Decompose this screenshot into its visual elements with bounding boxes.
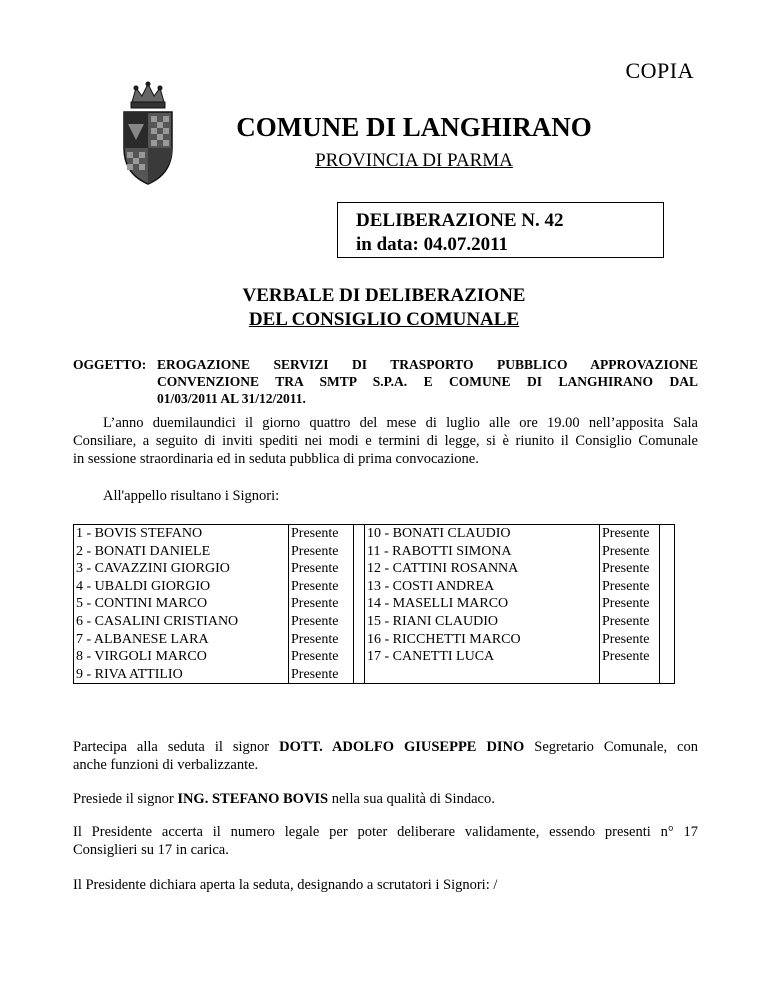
president-name: ING. STEFANO BOVIS <box>177 791 329 807</box>
member-status: Presente <box>291 631 339 647</box>
member-status: Presente <box>602 526 650 541</box>
member-status: Presente <box>602 561 650 577</box>
intro-line: L’anno duemilaundici il giorno quattro del mese di luglio alle ore 19.00 nell’apposita Sala <box>103 415 698 431</box>
intro-paragraph <box>73 414 698 468</box>
member-status: Presente <box>602 578 650 594</box>
minutes-heading-line1: VERBALE DI DELIBERAZIONE <box>242 285 526 306</box>
quorum-line: Consiglieri su 17 in carica. <box>73 842 229 858</box>
member-name: 5 - CONTINI MARCO <box>76 596 208 612</box>
member-name: 4 - UBALDI GIORGIO <box>76 578 211 594</box>
member-status: Presente <box>291 596 339 612</box>
spacer-cell <box>660 525 675 684</box>
secretary-text: anche funzioni di verbalizzante. <box>73 757 259 773</box>
member-name: 15 - RIANI CLAUDIO <box>367 613 499 629</box>
deliberation-box <box>337 202 664 258</box>
member-name: 3 - CAVAZZINI GIORGIO <box>76 561 230 577</box>
secretary-text: Partecipa alla seduta il signor <box>73 739 280 755</box>
secretary-paragraph <box>73 738 698 774</box>
member-name: 2 - BONATI DANIELE <box>76 543 211 559</box>
president-text: nella sua qualità di Sindaco. <box>328 791 495 807</box>
subject-block <box>73 356 698 407</box>
member-name: 7 - ALBANESE LARA <box>76 631 209 647</box>
member-status: Presente <box>291 578 339 594</box>
member-status: Presente <box>291 613 339 629</box>
member-status: Presente <box>602 631 650 647</box>
member-name: 17 - CANETTI LUCA <box>367 649 495 665</box>
member-status: Presente <box>602 543 650 559</box>
copy-label: COPIA <box>625 58 694 83</box>
municipality-title: COMUNE DI LANGHIRANO <box>236 112 592 142</box>
attendance-table <box>73 524 675 684</box>
member-name: 16 - RICCHETTI MARCO <box>367 631 521 647</box>
left-status-cell <box>289 525 354 684</box>
member-name: 10 - BONATI CLAUDIO <box>367 526 511 541</box>
member-name: 8 - VIRGOLI MARCO <box>76 649 207 665</box>
secretary-text: Segretario Comunale, con <box>524 739 698 755</box>
deliberation-date: in data: 04.07.2011 <box>356 234 509 255</box>
subject-line: 01/03/2011 AL 31/12/2011. <box>157 391 306 406</box>
member-status: Presente <box>291 649 339 665</box>
member-name: 13 - COSTI ANDREA <box>367 578 495 594</box>
right-status-cell <box>600 525 660 684</box>
minutes-heading <box>0 284 768 332</box>
roll-call-text: All'appello risultano i Signori: <box>103 488 280 504</box>
right-names-cell <box>365 525 600 684</box>
quorum-line: Il Presidente accerta il numero legale per poter deliberare validamente, essendo presenti n° 17 <box>73 824 698 840</box>
member-status: Presente <box>291 526 339 541</box>
member-status: Presente <box>602 596 650 612</box>
member-name: 6 - CASALINI CRISTIANO <box>76 613 239 629</box>
president-paragraph <box>73 790 698 808</box>
opening-paragraph: Il Presidente dichiara aperta la seduta, designando a scrutatori i Signori: / <box>73 877 498 893</box>
spacer-cell <box>354 525 365 684</box>
subject-label: OGGETTO: <box>73 357 147 372</box>
member-status: Presente <box>291 543 339 559</box>
left-names-cell <box>74 525 289 684</box>
member-status: Presente <box>602 649 650 665</box>
province-subtitle: PROVINCIA DI PARMA <box>315 150 513 171</box>
member-name: 1 - BOVIS STEFANO <box>76 526 203 541</box>
member-name: 11 - RABOTTI SIMONA <box>367 543 512 559</box>
member-name: 14 - MASELLI MARCO <box>367 596 509 612</box>
member-name: 12 - CATTINI ROSANNA <box>367 561 519 577</box>
member-status: Presente <box>291 666 339 682</box>
deliberation-number: DELIBERAZIONE N. 42 <box>356 210 564 231</box>
member-status: Presente <box>602 613 650 629</box>
intro-line: Consiliare, a seguito di inviti spediti nei modi e termini di legge, si è riunito il Consiglio Comunale <box>73 433 698 449</box>
quorum-paragraph <box>73 823 698 859</box>
president-text: Presiede il signor <box>73 791 178 807</box>
member-status: Presente <box>291 561 339 577</box>
minutes-heading-line2: DEL CONSIGLIO COMUNALE <box>248 309 520 330</box>
subject-line: CONVENZIONE TRA SMTP S.P.A. E COMUNE DI LANGHIRANO DAL <box>157 374 698 389</box>
intro-line: in sessione straordinaria ed in seduta pubblica di prima convocazione. <box>73 451 479 467</box>
secretary-name: DOTT. ADOLFO GIUSEPPE DINO <box>279 739 525 755</box>
subject-line: EROGAZIONE SERVIZI DI TRASPORTO PUBBLICO APPROVAZIONE <box>157 357 698 372</box>
member-name: 9 - RIVA ATTILIO <box>76 666 183 682</box>
